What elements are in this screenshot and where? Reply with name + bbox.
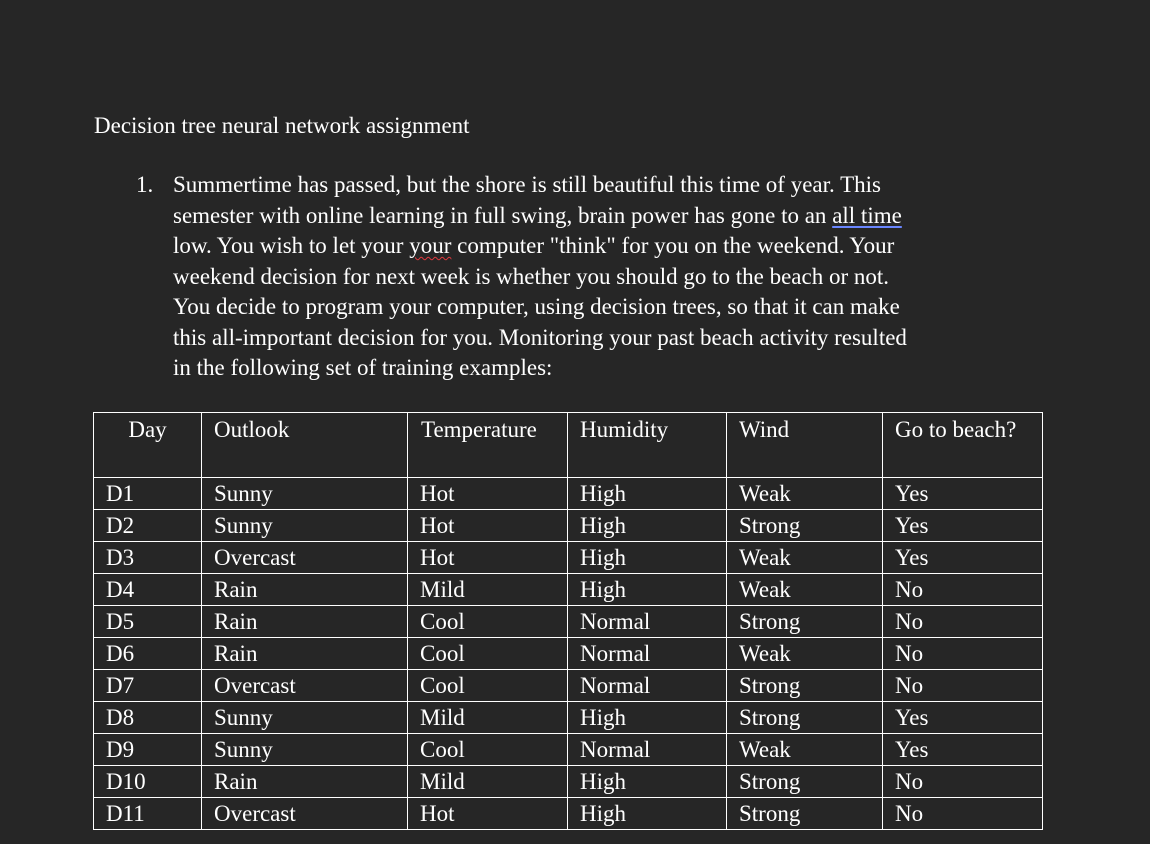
question-text-segment: this all-important decision for you. Monitoring your past beach activity resulted <box>173 324 907 350</box>
table-row <box>94 702 1043 734</box>
question-text-segment: Summertime has passed, but the shore is still beautiful this time of year. This <box>173 172 882 197</box>
cell-outlook: Sunny <box>202 734 408 766</box>
cell-day: D11 <box>94 798 202 830</box>
question-text-segment: You decide to program your computer, using decision trees, so that it can make <box>173 294 900 319</box>
question-line-7 <box>173 353 1033 384</box>
cell-go-to-beach: No <box>883 574 1043 606</box>
cell-humidity: High <box>568 798 727 830</box>
cell-outlook: Rain <box>202 606 408 638</box>
table-row <box>94 574 1043 606</box>
question-line-6 <box>173 323 1033 354</box>
column-header-wind: Wind <box>727 413 883 478</box>
cell-humidity: Normal <box>568 734 727 766</box>
cell-day: D6 <box>94 638 202 670</box>
cell-humidity: High <box>568 510 727 542</box>
cell-wind: Weak <box>727 542 883 574</box>
cell-wind: Strong <box>727 510 883 542</box>
cell-wind: Strong <box>727 702 883 734</box>
cell-outlook: Sunny <box>202 702 408 734</box>
cell-go-to-beach: Yes <box>883 734 1043 766</box>
cell-temperature: Mild <box>408 766 568 798</box>
question-text-segment: computer "think" for you on the weekend. Your <box>451 233 895 258</box>
question-text-segment: in the following set of training examples: <box>173 355 553 380</box>
cell-day: D1 <box>94 478 202 510</box>
cell-wind: Strong <box>727 766 883 798</box>
cell-outlook: Sunny <box>202 478 408 510</box>
cell-temperature: Cool <box>408 638 568 670</box>
cell-humidity: High <box>568 542 727 574</box>
cell-day: D8 <box>94 702 202 734</box>
question-line-3 <box>173 231 1033 262</box>
table-row <box>94 542 1043 574</box>
cell-go-to-beach: No <box>883 670 1043 702</box>
cell-wind: Weak <box>727 478 883 510</box>
cell-go-to-beach: No <box>883 638 1043 670</box>
cell-outlook: Rain <box>202 574 408 606</box>
cell-wind: Strong <box>727 670 883 702</box>
cell-day: D7 <box>94 670 202 702</box>
table-row <box>94 734 1043 766</box>
training-examples-table <box>93 412 1043 830</box>
cell-go-to-beach: Yes <box>883 542 1043 574</box>
cell-humidity: Normal <box>568 606 727 638</box>
column-header-outlook: Outlook <box>202 413 408 478</box>
table-row <box>94 606 1043 638</box>
cell-outlook: Sunny <box>202 510 408 542</box>
cell-go-to-beach: No <box>883 766 1043 798</box>
cell-wind: Strong <box>727 606 883 638</box>
table-row <box>94 798 1043 830</box>
cell-temperature: Mild <box>408 574 568 606</box>
cell-wind: Weak <box>727 638 883 670</box>
underlined-phrase[interactable]: all time <box>832 202 902 228</box>
cell-wind: Strong <box>727 798 883 830</box>
table-row <box>94 510 1043 542</box>
cell-temperature: Mild <box>408 702 568 734</box>
question-text-segment: weekend decision for next week is whether you should go to the beach or not. <box>173 263 889 289</box>
cell-outlook: Overcast <box>202 798 408 830</box>
cell-outlook: Rain <box>202 766 408 798</box>
cell-humidity: High <box>568 702 727 734</box>
cell-go-to-beach: Yes <box>883 478 1043 510</box>
question-text-segment: low. You wish to let your <box>173 233 410 258</box>
cell-wind: Weak <box>727 574 883 606</box>
question-line-2 <box>173 201 1033 232</box>
table-row <box>94 766 1043 798</box>
cell-temperature: Hot <box>408 542 568 574</box>
column-header-temperature: Temperature <box>408 413 568 478</box>
column-header-day: Day <box>94 413 202 478</box>
table-body <box>94 478 1043 830</box>
cell-temperature: Hot <box>408 510 568 542</box>
column-header-humidity: Humidity <box>568 413 727 478</box>
cell-go-to-beach: No <box>883 798 1043 830</box>
cell-temperature: Cool <box>408 606 568 638</box>
spellcheck-flagged-word[interactable]: your <box>409 233 452 258</box>
cell-temperature: Cool <box>408 670 568 702</box>
table-row <box>94 638 1043 670</box>
cell-go-to-beach: Yes <box>883 702 1043 734</box>
column-header-go-to-beach: Go to beach? <box>883 413 1043 478</box>
cell-go-to-beach: No <box>883 606 1043 638</box>
cell-wind: Weak <box>727 734 883 766</box>
table-header-row <box>94 413 1043 478</box>
cell-temperature: Hot <box>408 798 568 830</box>
question-number: 1. <box>136 172 154 197</box>
document-title: Decision tree neural network assignment <box>94 113 470 138</box>
cell-day: D2 <box>94 510 202 542</box>
cell-day: D5 <box>94 606 202 638</box>
cell-outlook: Overcast <box>202 542 408 574</box>
cell-humidity: Normal <box>568 670 727 702</box>
cell-humidity: High <box>568 766 727 798</box>
cell-go-to-beach: Yes <box>883 510 1043 542</box>
cell-day: D9 <box>94 734 202 766</box>
table-row <box>94 670 1043 702</box>
table-row <box>94 478 1043 510</box>
question-text <box>173 170 1033 384</box>
cell-outlook: Overcast <box>202 670 408 702</box>
cell-day: D4 <box>94 574 202 606</box>
cell-humidity: High <box>568 478 727 510</box>
question-line-5 <box>173 292 1033 323</box>
cell-day: D10 <box>94 766 202 798</box>
cell-outlook: Rain <box>202 638 408 670</box>
question-line-1 <box>173 170 1033 201</box>
cell-day: D3 <box>94 542 202 574</box>
question-text-segment: semester with online learning in full swing, brain power has gone to an <box>173 202 833 228</box>
question-line-4 <box>173 262 1033 293</box>
cell-humidity: High <box>568 574 727 606</box>
cell-temperature: Hot <box>408 478 568 510</box>
cell-temperature: Cool <box>408 734 568 766</box>
cell-humidity: Normal <box>568 638 727 670</box>
